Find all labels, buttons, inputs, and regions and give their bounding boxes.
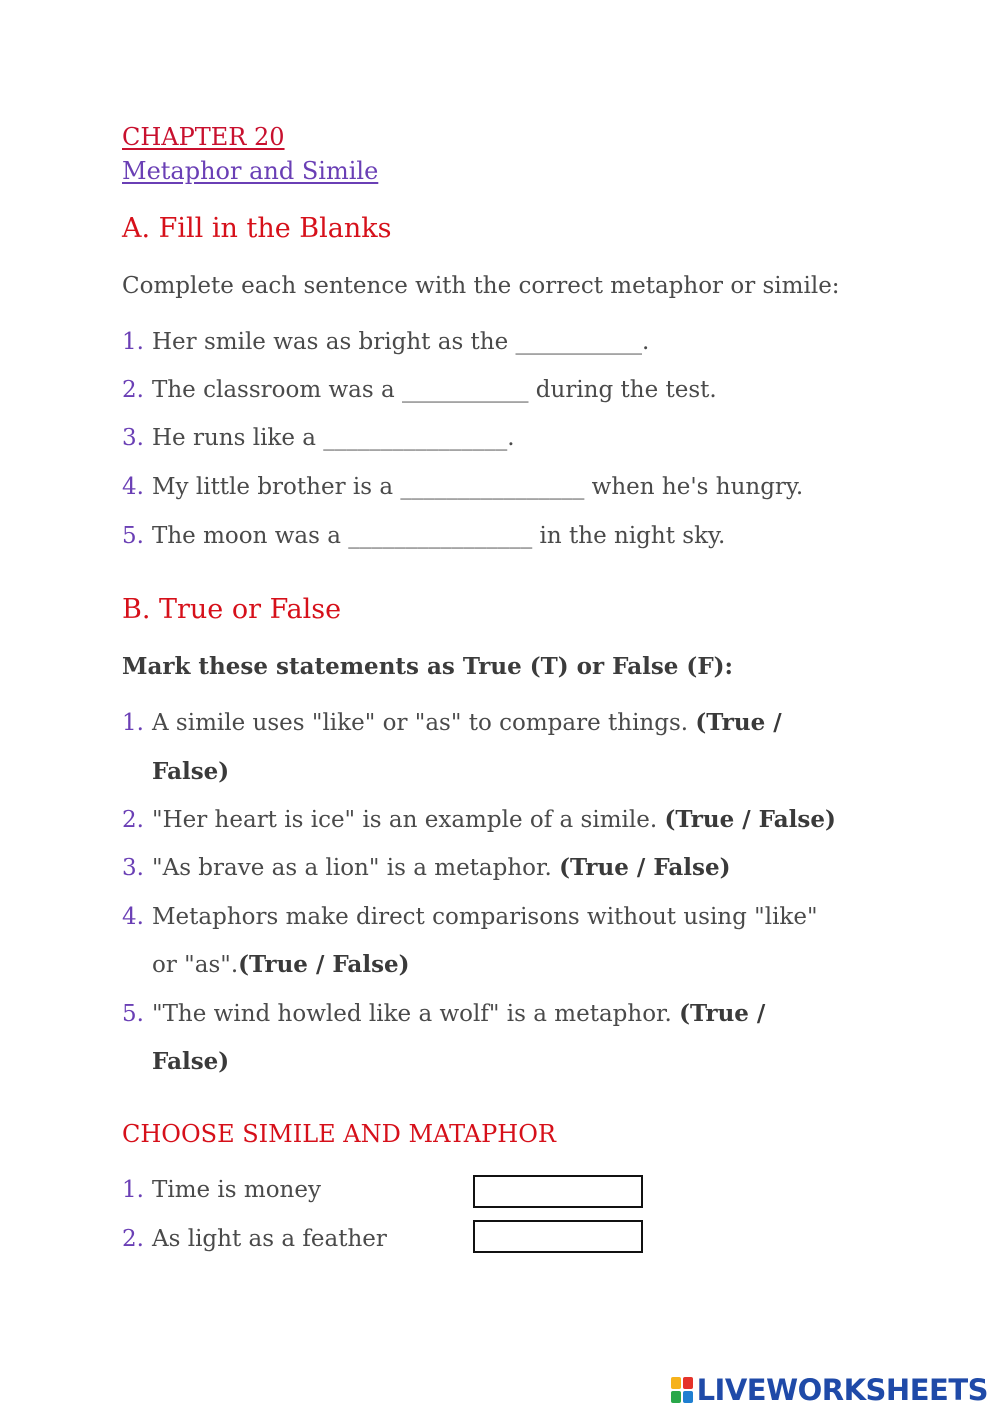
true-false-option[interactable]: (True / False) (238, 951, 410, 978)
answer-input-1[interactable] (473, 1175, 643, 1208)
item-number: 4. (122, 904, 144, 930)
item-text: "The wind howled like a wolf" is a metaphor. (152, 1001, 680, 1027)
chapter-subtitle[interactable]: Metaphor and Simile (122, 157, 379, 185)
fill-blank-item (122, 422, 515, 454)
item-text: The moon was a ________________ in the night sky. (152, 523, 726, 549)
fill-blank-item (122, 520, 725, 552)
true-false-option[interactable]: False) (152, 758, 230, 785)
item-number: 5. (122, 523, 144, 549)
item-text: A simile uses "like" or "as" to compare things. (152, 710, 696, 736)
true-false-item (122, 707, 782, 739)
true-false-item (122, 804, 836, 836)
item-number: 3. (122, 425, 144, 451)
item-number: 1. (122, 1177, 144, 1203)
true-false-item (122, 998, 765, 1030)
section-b-heading: B. True or False (122, 594, 342, 625)
item-continuation (152, 1046, 229, 1078)
section-c-heading: CHOOSE SIMILE AND MATAPHOR (122, 1120, 556, 1148)
section-a-instruction: Complete each sentence with the correct metaphor or simile: (122, 273, 840, 299)
section-a-heading: A. Fill in the Blanks (122, 213, 392, 244)
choose-item (122, 1174, 321, 1206)
item-number: 1. (122, 329, 144, 355)
item-text: My little brother is a ________________ when he's hungry. (152, 474, 804, 500)
section-b-instruction: Mark these statements as True (T) or False (F): (122, 653, 734, 680)
item-number: 2. (122, 1226, 144, 1252)
item-text: "As brave as a lion" is a metaphor. (152, 855, 560, 881)
item-text: or "as". (152, 952, 239, 978)
true-false-option[interactable]: (True / (679, 1000, 766, 1027)
item-text: The classroom was a ___________ during the test. (152, 377, 717, 403)
brand-name: LIVEWORKSHEETS (696, 1373, 988, 1407)
true-false-option[interactable]: (True / False) (559, 854, 731, 881)
true-false-option[interactable]: (True / (695, 709, 782, 736)
item-text: As light as a feather (152, 1226, 387, 1252)
true-false-option[interactable]: False) (152, 1048, 230, 1075)
item-text: Her smile was as bright as the ___________. (152, 329, 650, 355)
chapter-title[interactable]: CHAPTER 20 (122, 123, 285, 151)
item-continuation (152, 949, 410, 981)
item-number: 2. (122, 377, 144, 403)
true-false-option[interactable]: (True / False) (664, 806, 836, 833)
item-number: 3. (122, 855, 144, 881)
item-text: Metaphors make direct comparisons without using "like" (152, 904, 818, 930)
item-continuation (152, 756, 229, 788)
choose-item (122, 1223, 387, 1255)
liveworksheets-logo-icon (671, 1377, 693, 1403)
fill-blank-item (122, 326, 649, 358)
fill-blank-item (122, 471, 803, 503)
item-number: 5. (122, 1001, 144, 1027)
item-text: Time is money (152, 1177, 321, 1203)
true-false-item (122, 852, 731, 884)
item-number: 4. (122, 474, 144, 500)
true-false-item (122, 901, 818, 933)
liveworksheets-brand[interactable] (671, 1372, 988, 1408)
fill-blank-item (122, 374, 717, 406)
item-number: 2. (122, 807, 144, 833)
answer-input-2[interactable] (473, 1220, 643, 1253)
item-number: 1. (122, 710, 144, 736)
item-text: "Her heart is ice" is an example of a simile. (152, 807, 665, 833)
item-text: He runs like a ________________. (152, 425, 515, 451)
